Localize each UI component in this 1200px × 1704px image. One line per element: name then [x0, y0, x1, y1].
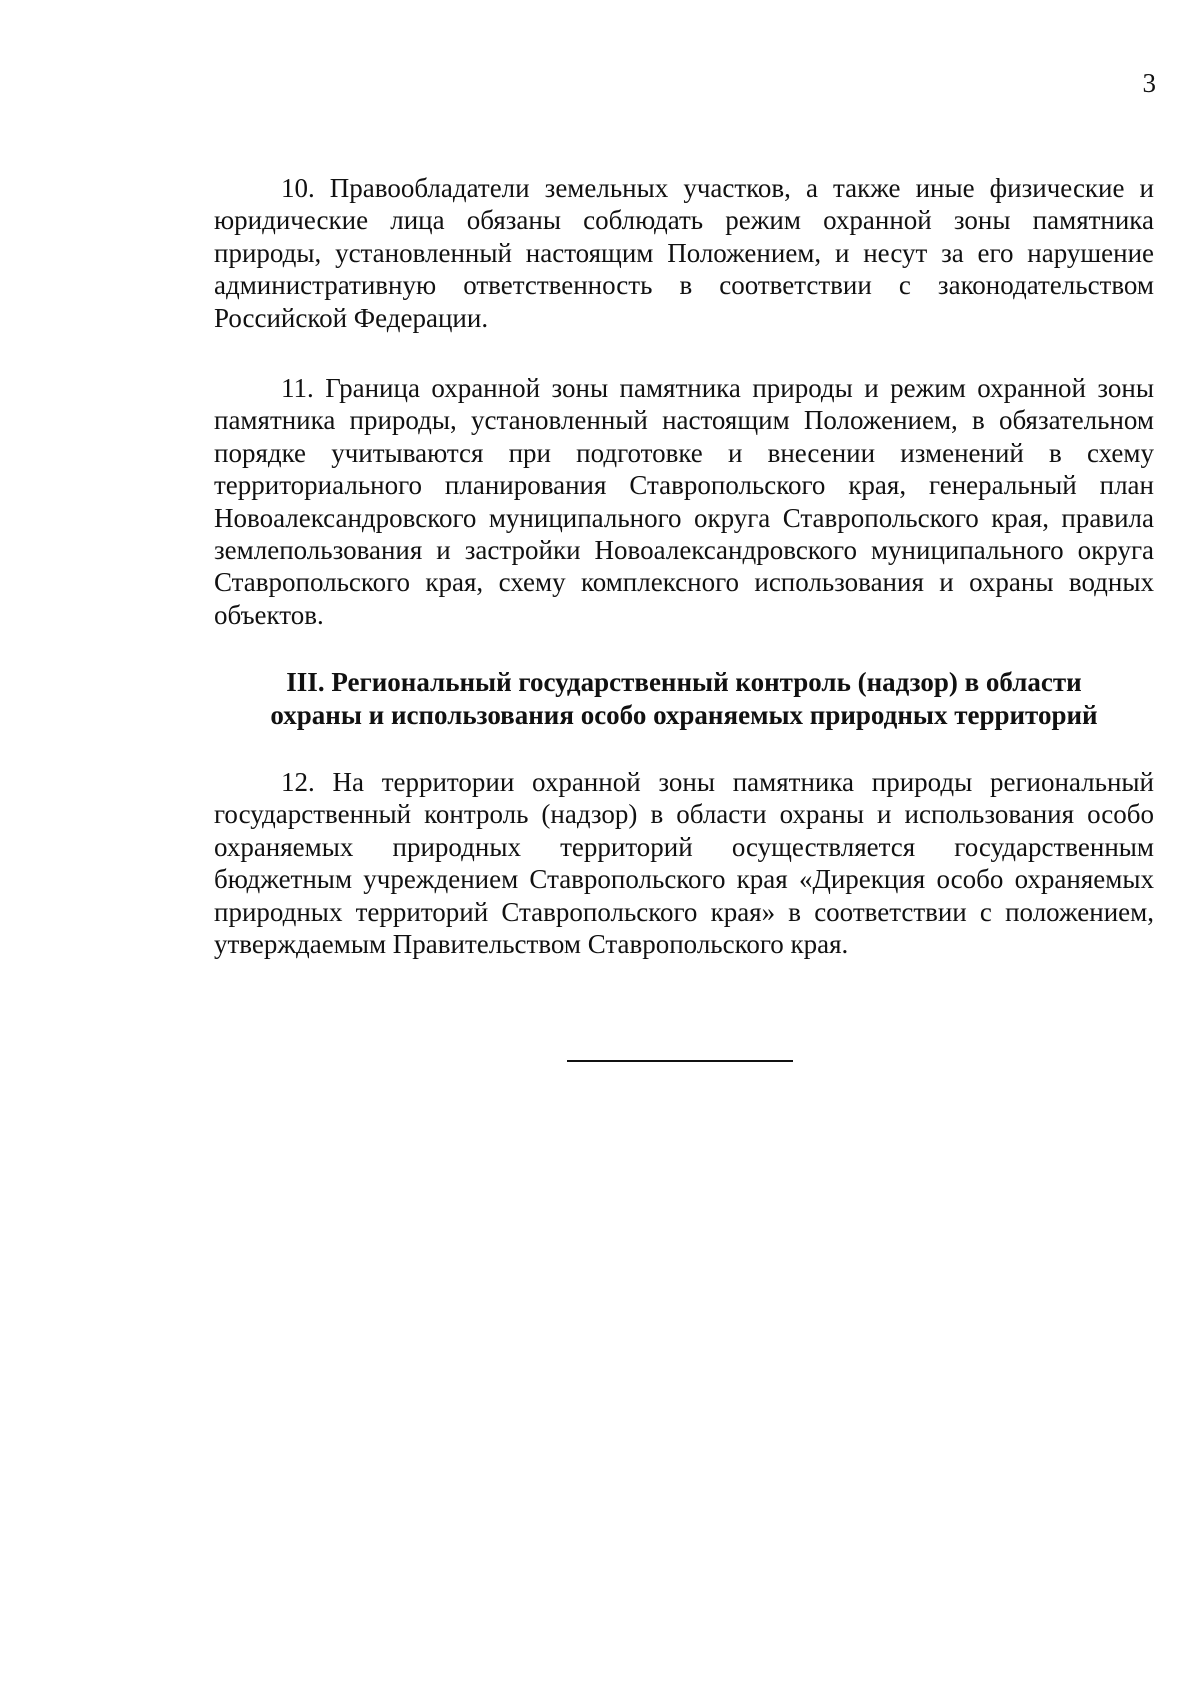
paragraph-11: 11. Граница охранной зоны памятника природы и режим охранной зоны памятника природы, установленный настоящим Положением, в обязательном порядке учитываются при подготовке и внесении изменений в схему территориального планирования Ставропольского края, генеральный план Новоалександровского муниципального округа Ставропольского края, правила землепользования и застройки Новоалександровского муниципального округа Ставропольского края, схему комплексного использования и охраны водных объектов. — [214, 373, 1154, 630]
page-number: 3 — [1142, 68, 1156, 98]
section-heading-line-2: охраны и использования особо охраняемых природных территорий — [270, 700, 1098, 730]
section-heading — [214, 666, 1154, 732]
paragraph-12: 12. На территории охранной зоны памятника природы региональный государственный контроль (надзор) в области охраны и использования особо охраняемых природных территорий осуществляется государственным бюджетным учреждением Ставропольского края «Дирекция особо охраняемых природных территорий Ставропольского края» в соответствии с положением, утверждаемым Правительством Ставропольского края. — [214, 767, 1154, 960]
section-heading-line-1: III. Региональный государственный контроль (надзор) в области — [286, 667, 1082, 697]
paragraph-10: 10. Правообладатели земельных участков, а также иные физические и юридические лица обязаны соблюдать режим охранной зоны памятника природы, установленный настоящим Положением, и несут за его нарушение административную ответственность в соответствии с законодательством Российской Федерации. — [214, 173, 1154, 333]
end-of-document-rule — [567, 1060, 793, 1062]
